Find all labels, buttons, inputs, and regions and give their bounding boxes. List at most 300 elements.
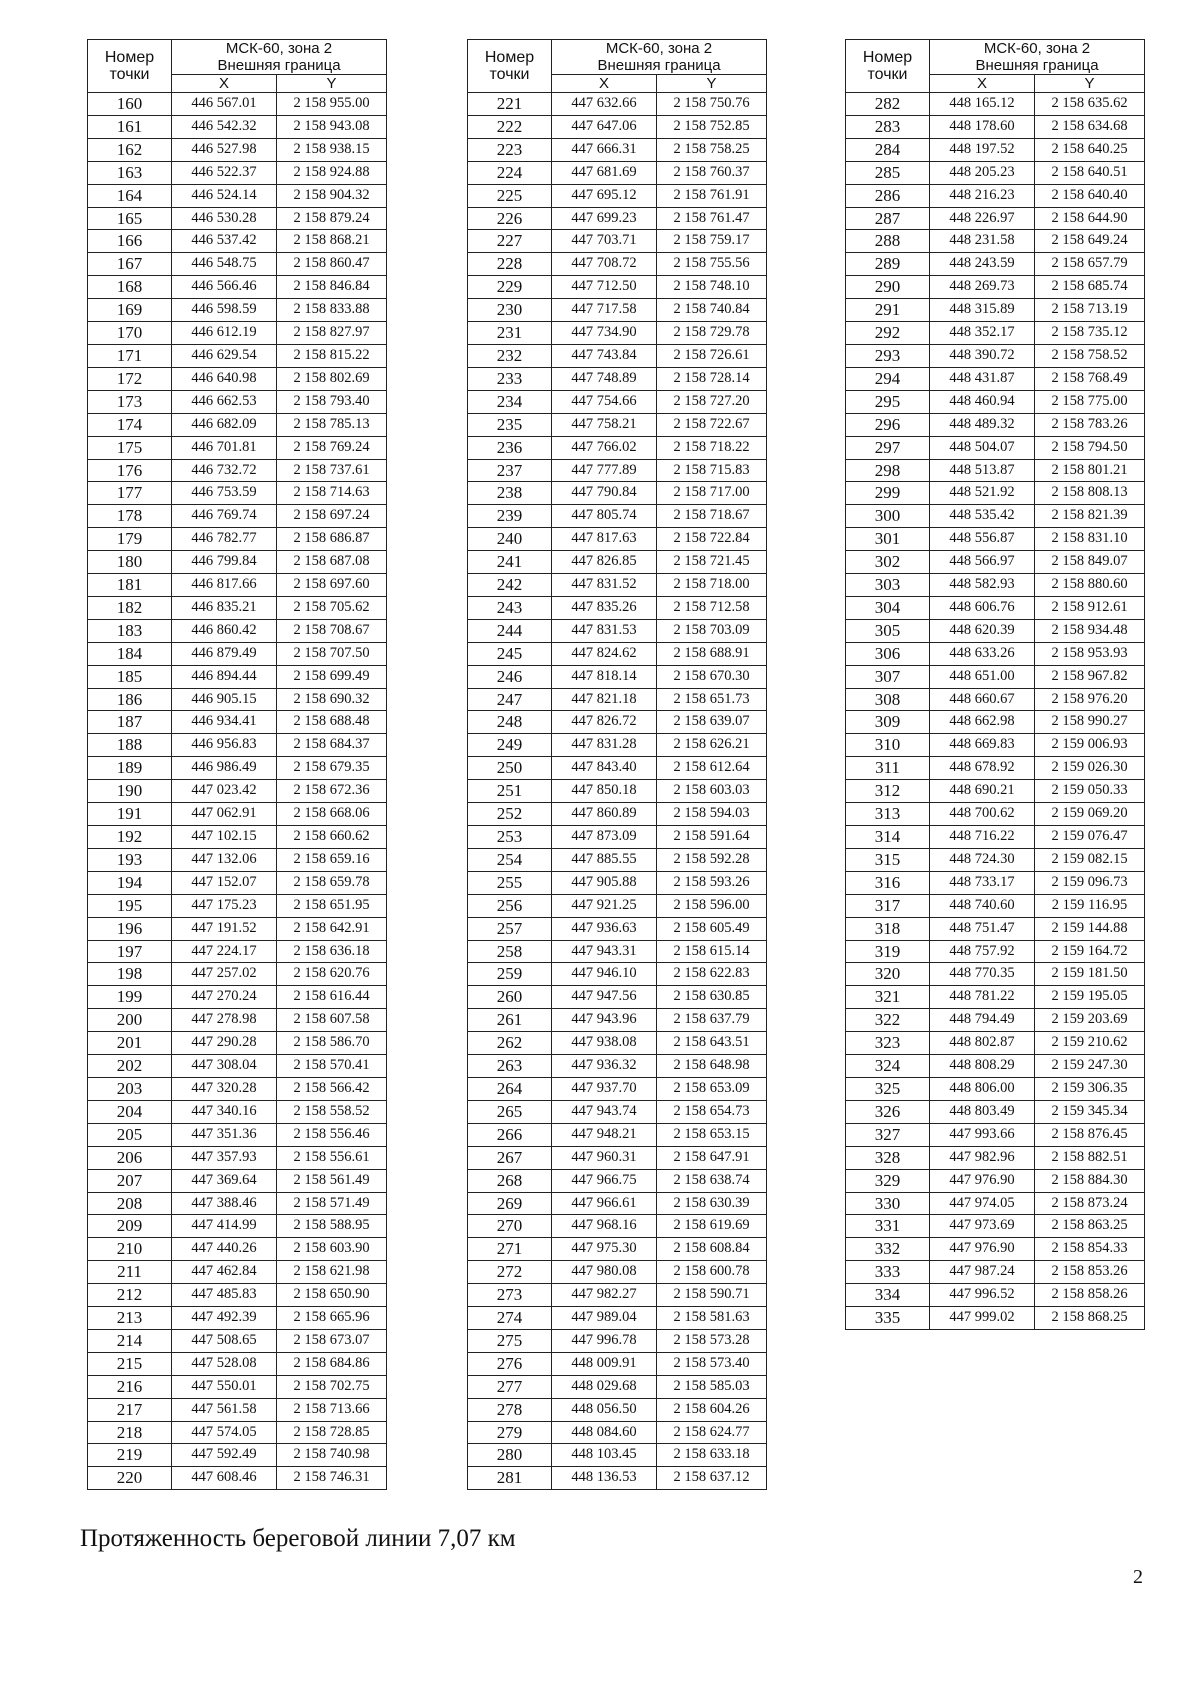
table-row [846, 1055, 1145, 1078]
table-row [846, 780, 1145, 803]
y-coordinate-cell: 2 158 630.85 [657, 986, 767, 1009]
x-coordinate-cell: 447 943.74 [552, 1100, 657, 1123]
y-coordinate-cell: 2 158 712.58 [657, 596, 767, 619]
y-coordinate-cell: 2 158 619.69 [657, 1215, 767, 1238]
x-coordinate-cell: 448 808.29 [930, 1055, 1035, 1078]
table-row [468, 413, 767, 436]
point-number-cell: 282 [846, 93, 930, 116]
x-coordinate-cell: 448 633.26 [930, 642, 1035, 665]
point-number-cell: 321 [846, 986, 930, 1009]
point-number-cell: 303 [846, 574, 930, 597]
point-number-cell: 253 [468, 826, 552, 849]
y-header: Y [1035, 75, 1145, 93]
point-number-cell: 168 [88, 276, 172, 299]
y-coordinate-cell: 2 158 684.37 [277, 734, 387, 757]
y-coordinate-cell: 2 158 642.91 [277, 917, 387, 940]
y-coordinate-cell: 2 159 181.50 [1035, 963, 1145, 986]
point-number-cell: 195 [88, 894, 172, 917]
table-row [468, 207, 767, 230]
table-row [846, 413, 1145, 436]
point-number-cell: 285 [846, 161, 930, 184]
y-coordinate-cell: 2 158 594.03 [657, 803, 767, 826]
x-coordinate-cell: 446 548.75 [172, 253, 277, 276]
x-coordinate-cell: 447 974.05 [930, 1192, 1035, 1215]
x-coordinate-cell: 448 103.45 [552, 1444, 657, 1467]
y-coordinate-cell: 2 158 653.15 [657, 1123, 767, 1146]
x-coordinate-cell: 447 976.90 [930, 1169, 1035, 1192]
point-number-cell: 249 [468, 734, 552, 757]
y-coordinate-cell: 2 158 670.30 [657, 665, 767, 688]
point-number-cell: 299 [846, 482, 930, 505]
x-coordinate-cell: 446 817.66 [172, 574, 277, 597]
y-coordinate-cell: 2 158 717.00 [657, 482, 767, 505]
table-row [846, 138, 1145, 161]
table-row [846, 230, 1145, 253]
table-row [846, 963, 1145, 986]
point-number-cell: 266 [468, 1123, 552, 1146]
point-number-cell: 298 [846, 459, 930, 482]
table-row [846, 1009, 1145, 1032]
table-row [846, 390, 1145, 413]
y-coordinate-cell: 2 158 573.28 [657, 1329, 767, 1352]
y-header: Y [277, 75, 387, 93]
table-row [846, 184, 1145, 207]
y-coordinate-cell: 2 159 050.33 [1035, 780, 1145, 803]
y-coordinate-cell: 2 158 600.78 [657, 1261, 767, 1284]
x-coordinate-cell: 447 948.21 [552, 1123, 657, 1146]
point-number-cell: 188 [88, 734, 172, 757]
table-row [468, 1146, 767, 1169]
x-coordinate-cell: 448 084.60 [552, 1421, 657, 1444]
table-row [88, 528, 387, 551]
table-row [88, 1444, 387, 1467]
y-coordinate-cell: 2 158 976.20 [1035, 688, 1145, 711]
y-coordinate-cell: 2 158 880.60 [1035, 574, 1145, 597]
point-number-cell: 296 [846, 413, 930, 436]
point-number-cell: 327 [846, 1123, 930, 1146]
table-row [468, 871, 767, 894]
y-coordinate-cell: 2 158 640.51 [1035, 161, 1145, 184]
x-coordinate-cell: 447 968.16 [552, 1215, 657, 1238]
table-row [468, 1467, 767, 1490]
point-number-cell: 226 [468, 207, 552, 230]
point-number-cell: 163 [88, 161, 172, 184]
y-coordinate-cell: 2 158 722.84 [657, 528, 767, 551]
boundary-header: Внешняя граница [172, 57, 387, 75]
table-row [88, 619, 387, 642]
y-coordinate-cell: 2 158 640.40 [1035, 184, 1145, 207]
y-coordinate-cell: 2 158 863.25 [1035, 1215, 1145, 1238]
x-coordinate-cell: 446 879.49 [172, 642, 277, 665]
y-coordinate-cell: 2 158 640.25 [1035, 138, 1145, 161]
x-coordinate-cell: 447 062.91 [172, 803, 277, 826]
x-coordinate-cell: 448 513.87 [930, 459, 1035, 482]
table-row [88, 940, 387, 963]
x-coordinate-cell: 446 934.41 [172, 711, 277, 734]
x-coordinate-cell: 447 102.15 [172, 826, 277, 849]
x-coordinate-cell: 447 699.23 [552, 207, 657, 230]
point-number-cell: 335 [846, 1307, 930, 1330]
table-row [88, 688, 387, 711]
table-row [88, 642, 387, 665]
table-row [468, 619, 767, 642]
y-coordinate-cell: 2 158 639.07 [657, 711, 767, 734]
point-number-cell: 180 [88, 551, 172, 574]
point-number-cell: 309 [846, 711, 930, 734]
table-row [846, 917, 1145, 940]
point-number-cell: 261 [468, 1009, 552, 1032]
point-number-cell: 316 [846, 871, 930, 894]
y-coordinate-cell: 2 158 607.58 [277, 1009, 387, 1032]
point-number-cell: 165 [88, 207, 172, 230]
point-number-cell: 273 [468, 1284, 552, 1307]
x-coordinate-cell: 446 524.14 [172, 184, 277, 207]
point-number-cell: 246 [468, 665, 552, 688]
table-row [468, 459, 767, 482]
x-coordinate-cell: 447 921.25 [552, 894, 657, 917]
table-row [88, 115, 387, 138]
point-number-cell: 308 [846, 688, 930, 711]
x-coordinate-cell: 446 537.42 [172, 230, 277, 253]
point-number-cell: 302 [846, 551, 930, 574]
table-row [468, 1009, 767, 1032]
x-coordinate-cell: 448 794.49 [930, 1009, 1035, 1032]
point-number-cell: 275 [468, 1329, 552, 1352]
point-number-cell: 223 [468, 138, 552, 161]
y-coordinate-cell: 2 158 659.16 [277, 848, 387, 871]
point-number-cell: 164 [88, 184, 172, 207]
y-coordinate-cell: 2 158 728.85 [277, 1421, 387, 1444]
x-coordinate-cell: 446 567.01 [172, 93, 277, 116]
table-row [846, 1100, 1145, 1123]
table-row [468, 734, 767, 757]
y-coordinate-cell: 2 158 761.47 [657, 207, 767, 230]
point-number-cell: 307 [846, 665, 930, 688]
point-number-cell: 313 [846, 803, 930, 826]
table-row [846, 665, 1145, 688]
y-coordinate-cell: 2 158 697.60 [277, 574, 387, 597]
table-row [88, 253, 387, 276]
table-row [846, 1169, 1145, 1192]
x-coordinate-cell: 448 751.47 [930, 917, 1035, 940]
table-row [468, 551, 767, 574]
table-row [468, 1169, 767, 1192]
point-number-cell: 304 [846, 596, 930, 619]
x-coordinate-cell: 447 831.28 [552, 734, 657, 757]
y-coordinate-cell: 2 158 748.10 [657, 276, 767, 299]
x-coordinate-cell: 448 733.17 [930, 871, 1035, 894]
table-row [88, 711, 387, 734]
table-row [88, 207, 387, 230]
point-number-cell: 286 [846, 184, 930, 207]
point-number-cell: 172 [88, 367, 172, 390]
x-coordinate-cell: 447 936.63 [552, 917, 657, 940]
table-row [846, 574, 1145, 597]
shoreline-length-text: Протяженность береговой линии 7,07 км [80, 1525, 516, 1552]
x-coordinate-cell: 447 996.52 [930, 1284, 1035, 1307]
y-coordinate-cell: 2 158 558.52 [277, 1100, 387, 1123]
y-coordinate-cell: 2 158 727.20 [657, 390, 767, 413]
point-number-cell: 235 [468, 413, 552, 436]
y-coordinate-cell: 2 158 571.49 [277, 1192, 387, 1215]
point-number-cell: 236 [468, 436, 552, 459]
table-row [88, 1055, 387, 1078]
table-row [468, 1329, 767, 1352]
y-coordinate-cell: 2 159 076.47 [1035, 826, 1145, 849]
y-coordinate-cell: 2 158 876.45 [1035, 1123, 1145, 1146]
y-coordinate-cell: 2 158 759.17 [657, 230, 767, 253]
point-number-header: Номер точки [88, 40, 172, 93]
table-row [468, 1100, 767, 1123]
point-number-cell: 234 [468, 390, 552, 413]
y-coordinate-cell: 2 158 703.09 [657, 619, 767, 642]
point-number-cell: 326 [846, 1100, 930, 1123]
x-coordinate-cell: 447 938.08 [552, 1032, 657, 1055]
table-row [88, 1398, 387, 1421]
table-row [846, 734, 1145, 757]
x-coordinate-cell: 448 678.92 [930, 757, 1035, 780]
point-number-cell: 276 [468, 1352, 552, 1375]
y-coordinate-cell: 2 158 760.37 [657, 161, 767, 184]
y-coordinate-cell: 2 158 793.40 [277, 390, 387, 413]
point-number-cell: 225 [468, 184, 552, 207]
table-row [846, 161, 1145, 184]
point-number-cell: 203 [88, 1077, 172, 1100]
x-coordinate-cell: 446 894.44 [172, 665, 277, 688]
x-coordinate-cell: 448 669.83 [930, 734, 1035, 757]
x-coordinate-cell: 447 695.12 [552, 184, 657, 207]
x-coordinate-cell: 447 817.63 [552, 528, 657, 551]
x-coordinate-cell: 447 989.04 [552, 1307, 657, 1330]
y-coordinate-cell: 2 158 626.21 [657, 734, 767, 757]
point-number-cell: 215 [88, 1352, 172, 1375]
x-coordinate-cell: 447 743.84 [552, 344, 657, 367]
point-number-cell: 193 [88, 848, 172, 871]
point-number-cell: 271 [468, 1238, 552, 1261]
x-coordinate-cell: 447 175.23 [172, 894, 277, 917]
x-coordinate-cell: 447 999.02 [930, 1307, 1035, 1330]
point-number-cell: 191 [88, 803, 172, 826]
x-coordinate-cell: 447 885.55 [552, 848, 657, 871]
point-number-cell: 264 [468, 1077, 552, 1100]
y-coordinate-cell: 2 158 659.78 [277, 871, 387, 894]
y-coordinate-cell: 2 158 649.24 [1035, 230, 1145, 253]
x-coordinate-cell: 448 178.60 [930, 115, 1035, 138]
x-header: X [172, 75, 277, 93]
point-number-cell: 288 [846, 230, 930, 253]
point-number-cell: 201 [88, 1032, 172, 1055]
y-coordinate-cell: 2 158 705.62 [277, 596, 387, 619]
point-number-cell: 256 [468, 894, 552, 917]
point-number-cell: 222 [468, 115, 552, 138]
table-row [846, 1215, 1145, 1238]
point-number-cell: 254 [468, 848, 552, 871]
point-number-cell: 160 [88, 93, 172, 116]
y-coordinate-cell: 2 158 634.68 [1035, 115, 1145, 138]
x-coordinate-cell: 447 308.04 [172, 1055, 277, 1078]
table-row [468, 963, 767, 986]
y-coordinate-cell: 2 158 808.13 [1035, 482, 1145, 505]
table-row [468, 184, 767, 207]
table-row [88, 230, 387, 253]
point-number-cell: 207 [88, 1169, 172, 1192]
table-row [468, 253, 767, 276]
x-coordinate-cell: 448 806.00 [930, 1077, 1035, 1100]
x-coordinate-cell: 448 431.87 [930, 367, 1035, 390]
x-coordinate-cell: 447 943.96 [552, 1009, 657, 1032]
x-coordinate-cell: 446 956.83 [172, 734, 277, 757]
table-row [88, 1100, 387, 1123]
point-number-cell: 317 [846, 894, 930, 917]
y-coordinate-cell: 2 158 794.50 [1035, 436, 1145, 459]
y-coordinate-cell: 2 158 686.87 [277, 528, 387, 551]
x-coordinate-cell: 446 566.46 [172, 276, 277, 299]
x-coordinate-cell: 447 462.84 [172, 1261, 277, 1284]
x-coordinate-cell: 448 352.17 [930, 322, 1035, 345]
y-coordinate-cell: 2 158 620.76 [277, 963, 387, 986]
x-coordinate-cell: 448 770.35 [930, 963, 1035, 986]
point-number-cell: 323 [846, 1032, 930, 1055]
point-number-cell: 274 [468, 1307, 552, 1330]
y-coordinate-cell: 2 158 650.90 [277, 1284, 387, 1307]
x-coordinate-cell: 446 682.09 [172, 413, 277, 436]
y-coordinate-cell: 2 159 069.20 [1035, 803, 1145, 826]
table-row [88, 596, 387, 619]
point-number-header: Номер точки [846, 40, 930, 93]
x-coordinate-cell: 446 986.49 [172, 757, 277, 780]
table-row [88, 1077, 387, 1100]
x-coordinate-cell: 448 660.67 [930, 688, 1035, 711]
x-coordinate-cell: 447 850.18 [552, 780, 657, 803]
x-coordinate-cell: 448 197.52 [930, 138, 1035, 161]
point-number-cell: 252 [468, 803, 552, 826]
table-row [88, 803, 387, 826]
table-row [88, 1329, 387, 1352]
point-number-cell: 257 [468, 917, 552, 940]
y-coordinate-cell: 2 158 990.27 [1035, 711, 1145, 734]
x-coordinate-cell: 447 754.66 [552, 390, 657, 413]
y-coordinate-cell: 2 158 570.41 [277, 1055, 387, 1078]
point-number-cell: 332 [846, 1238, 930, 1261]
table-row [846, 367, 1145, 390]
y-coordinate-cell: 2 158 608.84 [657, 1238, 767, 1261]
y-coordinate-cell: 2 158 707.50 [277, 642, 387, 665]
point-number-cell: 179 [88, 528, 172, 551]
x-coordinate-cell: 447 632.66 [552, 93, 657, 116]
x-coordinate-cell: 448 535.42 [930, 505, 1035, 528]
y-coordinate-cell: 2 158 912.61 [1035, 596, 1145, 619]
point-number-cell: 281 [468, 1467, 552, 1490]
x-coordinate-cell: 447 826.72 [552, 711, 657, 734]
y-coordinate-cell: 2 158 831.10 [1035, 528, 1145, 551]
x-coordinate-cell: 448 269.73 [930, 276, 1035, 299]
x-coordinate-cell: 447 973.69 [930, 1215, 1035, 1238]
y-coordinate-cell: 2 158 750.76 [657, 93, 767, 116]
point-number-cell: 331 [846, 1215, 930, 1238]
x-coordinate-cell: 446 640.98 [172, 367, 277, 390]
x-coordinate-cell: 447 717.58 [552, 299, 657, 322]
x-coordinate-cell: 447 860.89 [552, 803, 657, 826]
x-coordinate-cell: 448 165.12 [930, 93, 1035, 116]
point-number-cell: 247 [468, 688, 552, 711]
table-row [846, 894, 1145, 917]
x-coordinate-cell: 447 608.46 [172, 1467, 277, 1490]
point-number-cell: 265 [468, 1100, 552, 1123]
x-coordinate-cell: 448 662.98 [930, 711, 1035, 734]
x-coordinate-cell: 447 831.52 [552, 574, 657, 597]
table-row [468, 803, 767, 826]
y-coordinate-cell: 2 158 660.62 [277, 826, 387, 849]
point-number-cell: 202 [88, 1055, 172, 1078]
x-coordinate-cell: 447 023.42 [172, 780, 277, 803]
y-coordinate-cell: 2 158 755.56 [657, 253, 767, 276]
point-number-cell: 269 [468, 1192, 552, 1215]
y-coordinate-cell: 2 158 761.91 [657, 184, 767, 207]
x-coordinate-cell: 447 980.08 [552, 1261, 657, 1284]
y-coordinate-cell: 2 158 718.00 [657, 574, 767, 597]
point-number-cell: 177 [88, 482, 172, 505]
y-coordinate-cell: 2 159 006.93 [1035, 734, 1145, 757]
y-coordinate-cell: 2 158 586.70 [277, 1032, 387, 1055]
page-number: 2 [1133, 1566, 1143, 1588]
table-row [88, 138, 387, 161]
x-coordinate-cell: 446 701.81 [172, 436, 277, 459]
table-row [88, 1192, 387, 1215]
table-row [846, 940, 1145, 963]
point-number-cell: 178 [88, 505, 172, 528]
point-number-cell: 241 [468, 551, 552, 574]
y-coordinate-cell: 2 158 868.25 [1035, 1307, 1145, 1330]
x-coordinate-cell: 447 996.78 [552, 1329, 657, 1352]
y-coordinate-cell: 2 158 596.00 [657, 894, 767, 917]
point-number-cell: 189 [88, 757, 172, 780]
y-coordinate-cell: 2 158 688.91 [657, 642, 767, 665]
point-number-cell: 175 [88, 436, 172, 459]
table-row [846, 1238, 1145, 1261]
table-row [846, 596, 1145, 619]
y-coordinate-cell: 2 158 654.73 [657, 1100, 767, 1123]
point-number-cell: 176 [88, 459, 172, 482]
table-row [468, 826, 767, 849]
y-coordinate-cell: 2 158 729.78 [657, 322, 767, 345]
table-row [88, 871, 387, 894]
x-coordinate-cell: 448 029.68 [552, 1375, 657, 1398]
table-row [88, 1307, 387, 1330]
y-coordinate-cell: 2 158 647.91 [657, 1146, 767, 1169]
table-row [846, 711, 1145, 734]
table-row [88, 1261, 387, 1284]
y-coordinate-cell: 2 158 556.46 [277, 1123, 387, 1146]
table-row [468, 574, 767, 597]
point-number-cell: 314 [846, 826, 930, 849]
x-coordinate-cell: 447 966.75 [552, 1169, 657, 1192]
y-coordinate-cell: 2 158 651.95 [277, 894, 387, 917]
table-row [468, 505, 767, 528]
table-row [88, 1352, 387, 1375]
point-number-cell: 194 [88, 871, 172, 894]
y-coordinate-cell: 2 158 746.31 [277, 1467, 387, 1490]
x-coordinate-cell: 447 790.84 [552, 482, 657, 505]
x-coordinate-cell: 447 492.39 [172, 1307, 277, 1330]
y-coordinate-cell: 2 158 590.71 [657, 1284, 767, 1307]
system-header: МСК-60, зона 2 [172, 40, 387, 58]
y-coordinate-cell: 2 158 713.19 [1035, 299, 1145, 322]
table-row [88, 299, 387, 322]
y-coordinate-cell: 2 158 955.00 [277, 93, 387, 116]
y-coordinate-cell: 2 159 203.69 [1035, 1009, 1145, 1032]
y-coordinate-cell: 2 159 116.95 [1035, 894, 1145, 917]
table-row [88, 367, 387, 390]
